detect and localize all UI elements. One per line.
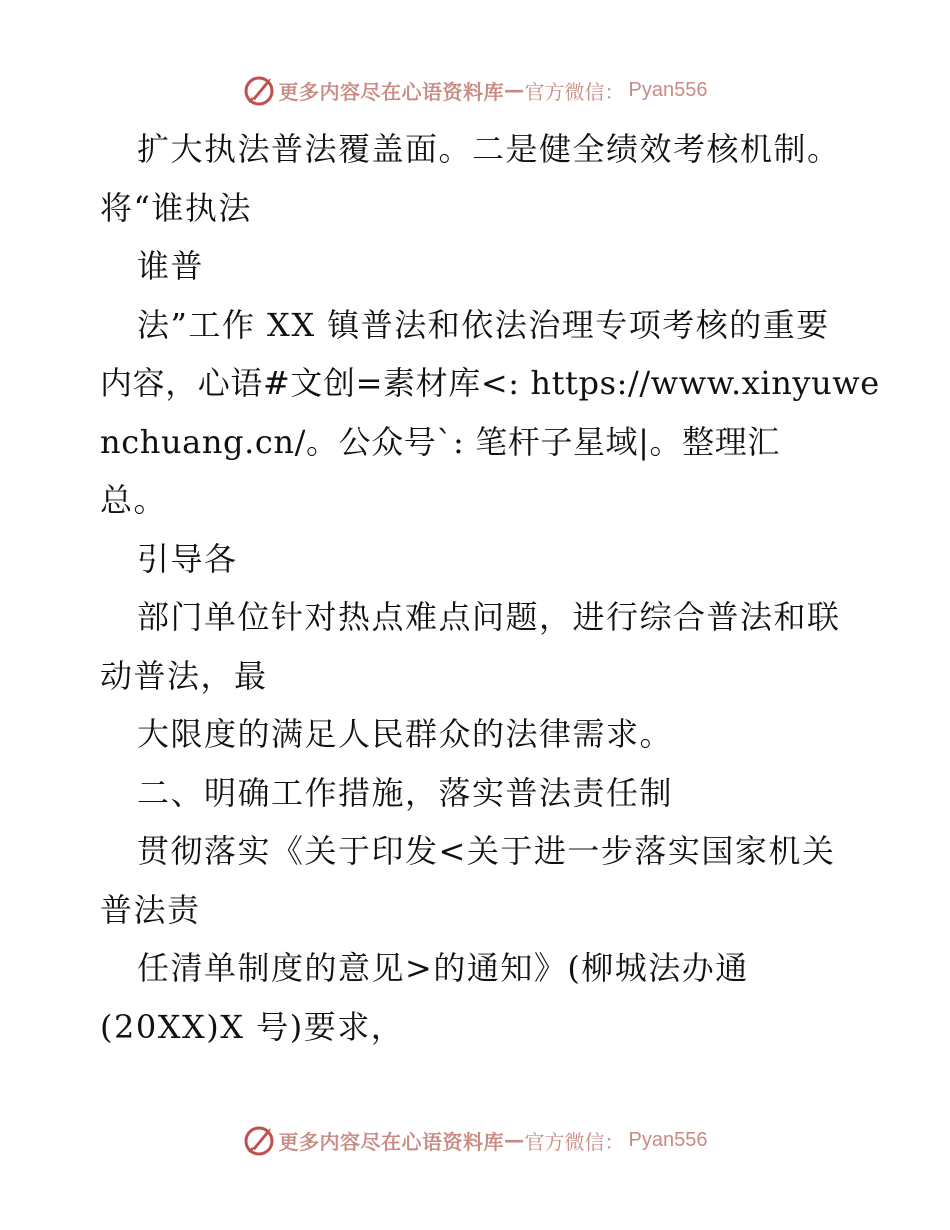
watermark-site-text: 更多内容尽在心语资料库 — [278, 1129, 505, 1154]
document-body — [100, 120, 880, 1056]
text-line: 谁普 — [137, 247, 205, 285]
quill-pen-logo-icon — [243, 1123, 277, 1157]
text-line: 大限度的满足人民群众的法律需求。 — [137, 715, 674, 753]
text-line: 总。 — [100, 481, 168, 519]
text-line: 内容，心语#文创=素材库<: https://www.xinyuwe — [100, 364, 880, 402]
text-line: 法”工作 XX 镇普法和依法治理专项考核的重要 — [137, 305, 830, 344]
quill-pen-logo-icon — [243, 73, 277, 107]
text-line: 将“谁执法 — [100, 188, 252, 227]
text-line: nchuang.cn/。公众号`: 笔杆子星域|。整理汇 — [100, 422, 780, 461]
text-line: 普法责 — [100, 890, 201, 929]
watermark-site-text: 更多内容尽在心语资料库 — [278, 79, 505, 104]
text-line: 贯彻落实《关于印发<关于进一步落实国家机关 — [137, 832, 836, 870]
watermark-wechat-id: Pyan556 — [628, 1128, 708, 1151]
text-line: (20XX)X 号)要求， — [100, 1007, 405, 1046]
text-line: 部门单位针对热点难点问题，进行综合普法和联 — [137, 598, 841, 636]
watermark-wechat-id: Pyan556 — [628, 78, 708, 101]
watermark-wechat-label: 官方微信： — [524, 1129, 625, 1154]
text-line: 引导各 — [137, 539, 238, 578]
text-line: 任清单制度的意见>的通知》(柳城法办通 — [137, 949, 749, 987]
watermark-dash: — — [504, 1128, 525, 1152]
watermark-wechat-label: 官方微信： — [524, 79, 625, 104]
footer-watermark — [0, 1120, 950, 1160]
text-line: 二、明确工作措施，落实普法责任制 — [137, 773, 674, 812]
watermark-dash: — — [504, 78, 525, 102]
text-line: 扩大执法普法覆盖面。二是健全绩效考核机制。 — [137, 130, 841, 168]
text-line: 动普法，最 — [100, 656, 268, 695]
header-watermark — [0, 70, 950, 110]
